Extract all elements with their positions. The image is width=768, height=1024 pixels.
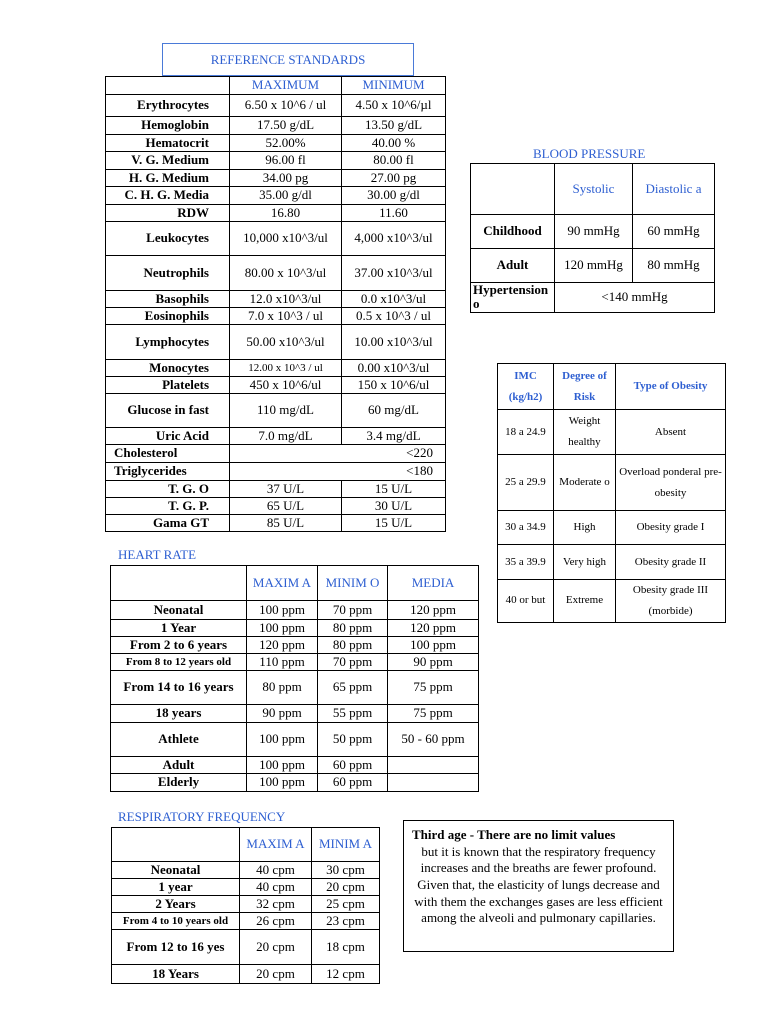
resp-row-label: From 12 to 16 yes xyxy=(112,930,240,965)
table-row xyxy=(111,705,479,723)
third-age-note xyxy=(403,820,674,952)
bp-diastolic: 60 mmHg xyxy=(633,215,715,249)
hr-row-label: 18 years xyxy=(111,705,247,723)
hr-max-value: 80 ppm xyxy=(247,671,318,705)
imc-type: Obesity grade III (morbide) xyxy=(616,580,726,623)
table-row xyxy=(111,671,479,705)
hr-media-value: 75 ppm xyxy=(388,705,479,723)
imc-risk: Extreme xyxy=(554,580,616,623)
table-row xyxy=(106,445,446,463)
table-row xyxy=(106,95,446,117)
hr-row-label: From 14 to 16 years xyxy=(111,671,247,705)
table-row xyxy=(106,291,446,308)
hr-row-label: Elderly xyxy=(111,774,247,792)
hr-media-value: 100 ppm xyxy=(388,637,479,654)
ref-max-value: 35.00 g/dl xyxy=(230,187,342,205)
table-row xyxy=(106,325,446,360)
reference-standards-table xyxy=(105,76,446,532)
imc-risk: Moderate o xyxy=(554,455,616,511)
resp-min-value: 25 cpm xyxy=(312,896,380,913)
ref-row-label: C. H. G. Media xyxy=(106,187,230,205)
ref-max-value: 80.00 x 10^3/ul xyxy=(230,256,342,291)
ref-row-label: T. G. P. xyxy=(106,498,230,515)
hr-max-value: 110 ppm xyxy=(247,654,318,671)
ref-min-value: 13.50 g/dL xyxy=(342,117,446,135)
table-row xyxy=(106,308,446,325)
ref-row-label: Lymphocytes xyxy=(106,325,230,360)
table-row xyxy=(112,913,380,930)
ref-min-value: 15 U/L xyxy=(342,515,446,532)
table-row xyxy=(106,117,446,135)
table-row xyxy=(112,965,380,984)
ref-max-value: 85 U/L xyxy=(230,515,342,532)
table-row xyxy=(471,249,715,283)
bp-hypertension-label: Hypertension o xyxy=(471,283,555,313)
hr-media-value: 50 - 60 ppm xyxy=(388,723,479,757)
ref-max-value: 65 U/L xyxy=(230,498,342,515)
hr-media-value: 90 ppm xyxy=(388,654,479,671)
resp-min-value: 12 cpm xyxy=(312,965,380,984)
resp-max-value: 26 cpm xyxy=(240,913,312,930)
hr-min-value: 50 ppm xyxy=(318,723,388,757)
ref-min-value: 11.60 xyxy=(342,205,446,222)
ref-min-value: 30.00 g/dl xyxy=(342,187,446,205)
ref-max-value: 6.50 x 10^6 / ul xyxy=(230,95,342,117)
ref-max-value: 96.00 fl xyxy=(230,152,342,170)
imc-header-type: Type of Obesity xyxy=(616,364,726,410)
imc-header-risk: Degree of Risk xyxy=(554,364,616,410)
table-row xyxy=(111,774,479,792)
hr-header-min: MINIM O xyxy=(318,566,388,601)
ref-min-value: 0.5 x 10^3 / ul xyxy=(342,308,446,325)
hr-min-value: 70 ppm xyxy=(318,654,388,671)
ref-max-value: 10,000 x10^3/ul xyxy=(230,222,342,256)
resp-min-value: 30 cpm xyxy=(312,862,380,879)
ref-min-value: 4.50 x 10^6/µl xyxy=(342,95,446,117)
ref-row-label: Leukocytes xyxy=(106,222,230,256)
ref-row-label: Neutrophils xyxy=(106,256,230,291)
ref-min-value: 37.00 x10^3/ul xyxy=(342,256,446,291)
ref-max-value: 12.00 x 10^3 / ul xyxy=(230,360,342,377)
table-row xyxy=(106,394,446,428)
imc-risk: Weight healthy xyxy=(554,410,616,455)
bp-header-blank xyxy=(471,164,555,215)
hr-min-value: 80 ppm xyxy=(318,637,388,654)
hr-min-value: 55 ppm xyxy=(318,705,388,723)
table-row xyxy=(106,170,446,187)
ref-row-label: Uric Acid xyxy=(106,428,230,445)
ref-row-label: Platelets xyxy=(106,377,230,394)
hr-min-value: 60 ppm xyxy=(318,774,388,792)
ref-row-label: Basophils xyxy=(106,291,230,308)
bp-row-label: Adult xyxy=(471,249,555,283)
ref-cholesterol-value: <220 xyxy=(230,445,446,463)
hr-min-value: 80 ppm xyxy=(318,620,388,637)
hr-max-value: 100 ppm xyxy=(247,601,318,620)
heart-rate-table xyxy=(110,565,479,792)
imc-header-imc: IMC (kg/h2) xyxy=(498,364,554,410)
ref-row-label: Hemoglobin xyxy=(106,117,230,135)
heart-rate-title: HEART RATE xyxy=(118,547,197,562)
table-row xyxy=(471,215,715,249)
bp-row-label: Childhood xyxy=(471,215,555,249)
hr-max-value: 100 ppm xyxy=(247,620,318,637)
resp-max-value: 40 cpm xyxy=(240,879,312,896)
table-row xyxy=(111,723,479,757)
hr-min-value: 65 ppm xyxy=(318,671,388,705)
resp-row-label: 2 Years xyxy=(112,896,240,913)
hr-row-label: 1 Year xyxy=(111,620,247,637)
imc-range: 30 a 34.9 xyxy=(498,511,554,545)
ref-row-label: Gama GT xyxy=(106,515,230,532)
blood-pressure-table xyxy=(470,163,715,313)
resp-row-label: 1 year xyxy=(112,879,240,896)
ref-header-min: MINIMUM xyxy=(342,77,446,95)
hr-media-value: 75 ppm xyxy=(388,671,479,705)
ref-min-value: 0.00 x10^3/ul xyxy=(342,360,446,377)
ref-row-label: RDW xyxy=(106,205,230,222)
ref-min-value: 150 x 10^6/ul xyxy=(342,377,446,394)
resp-header-min: MINIM A xyxy=(312,828,380,862)
ref-row-label: T. G. O xyxy=(106,481,230,498)
resp-header-blank xyxy=(112,828,240,862)
resp-max-value: 32 cpm xyxy=(240,896,312,913)
table-row xyxy=(112,879,380,896)
ref-header-max: MAXIMUM xyxy=(230,77,342,95)
ref-max-value: 450 x 10^6/ul xyxy=(230,377,342,394)
table-row xyxy=(106,515,446,532)
resp-min-value: 18 cpm xyxy=(312,930,380,965)
ref-max-value: 7.0 x 10^3 / ul xyxy=(230,308,342,325)
bp-systolic: 120 mmHg xyxy=(555,249,633,283)
ref-min-value: 60 mg/dL xyxy=(342,394,446,428)
table-row xyxy=(498,545,726,580)
table-row xyxy=(106,222,446,256)
hr-max-value: 90 ppm xyxy=(247,705,318,723)
hr-media-value: 120 ppm xyxy=(388,620,479,637)
imc-type: Obesity grade II xyxy=(616,545,726,580)
ref-max-value: 7.0 mg/dL xyxy=(230,428,342,445)
resp-row-label: Neonatal xyxy=(112,862,240,879)
table-row xyxy=(106,481,446,498)
hr-header-max: MAXIM A xyxy=(247,566,318,601)
hr-row-label: Adult xyxy=(111,757,247,774)
hr-media-value: 120 ppm xyxy=(388,601,479,620)
imc-table xyxy=(497,363,726,623)
ref-max-value: 17.50 g/dL xyxy=(230,117,342,135)
hr-header-blank xyxy=(111,566,247,601)
ref-row-label: H. G. Medium xyxy=(106,170,230,187)
table-row xyxy=(498,580,726,623)
ref-row-label: Glucose in fast xyxy=(106,394,230,428)
table-row xyxy=(106,498,446,515)
imc-type: Overload ponderal pre-obesity xyxy=(616,455,726,511)
ref-min-value: 80.00 fl xyxy=(342,152,446,170)
ref-row-label: Monocytes xyxy=(106,360,230,377)
table-row xyxy=(106,428,446,445)
hr-row-label: Athlete xyxy=(111,723,247,757)
hr-max-value: 120 ppm xyxy=(247,637,318,654)
respiratory-frequency-table xyxy=(111,827,380,984)
ref-row-label: Erythrocytes xyxy=(106,95,230,117)
reference-standards-title: REFERENCE STANDARDS xyxy=(162,43,414,76)
hr-media-value xyxy=(388,774,479,792)
table-row xyxy=(111,654,479,671)
table-row xyxy=(106,135,446,152)
imc-range: 35 a 39.9 xyxy=(498,545,554,580)
table-row xyxy=(498,511,726,545)
bp-hypertension-value: <140 mmHg xyxy=(555,283,715,313)
ref-cholesterol-label: Cholesterol xyxy=(106,445,230,463)
table-row xyxy=(106,152,446,170)
resp-max-value: 20 cpm xyxy=(240,930,312,965)
blood-pressure-title: BLOOD PRESSURE xyxy=(533,146,646,161)
table-row xyxy=(112,896,380,913)
resp-row-label: From 4 to 10 years old xyxy=(112,913,240,930)
bp-systolic: 90 mmHg xyxy=(555,215,633,249)
ref-min-value: 40.00 % xyxy=(342,135,446,152)
resp-header-max: MAXIM A xyxy=(240,828,312,862)
hr-min-value: 60 ppm xyxy=(318,757,388,774)
imc-range: 18 a 24.9 xyxy=(498,410,554,455)
ref-header-blank xyxy=(106,77,230,95)
table-row xyxy=(112,862,380,879)
imc-type: Absent xyxy=(616,410,726,455)
table-row xyxy=(106,187,446,205)
hr-row-label: From 2 to 6 years xyxy=(111,637,247,654)
ref-max-value: 12.0 x10^3/ul xyxy=(230,291,342,308)
ref-max-value: 50.00 x10^3/ul xyxy=(230,325,342,360)
hr-media-value xyxy=(388,757,479,774)
table-row xyxy=(498,410,726,455)
hr-max-value: 100 ppm xyxy=(247,757,318,774)
imc-risk: Very high xyxy=(554,545,616,580)
ref-min-value: 0.0 x10^3/ul xyxy=(342,291,446,308)
hr-max-value: 100 ppm xyxy=(247,774,318,792)
table-row xyxy=(106,205,446,222)
hr-min-value: 70 ppm xyxy=(318,601,388,620)
ref-triglycerides-label: Triglycerides xyxy=(106,463,230,481)
resp-min-value: 23 cpm xyxy=(312,913,380,930)
table-row xyxy=(111,620,479,637)
ref-max-value: 52.00% xyxy=(230,135,342,152)
respiratory-frequency-title: RESPIRATORY FREQUENCY xyxy=(118,809,286,824)
ref-min-value: 3.4 mg/dL xyxy=(342,428,446,445)
ref-max-value: 37 U/L xyxy=(230,481,342,498)
ref-min-value: 30 U/L xyxy=(342,498,446,515)
hr-row-label: Neonatal xyxy=(111,601,247,620)
table-row xyxy=(106,360,446,377)
note-heading: Third age - There are no limit values xyxy=(412,827,616,842)
table-row xyxy=(111,637,479,654)
ref-min-value: 15 U/L xyxy=(342,481,446,498)
ref-max-value: 34.00 pg xyxy=(230,170,342,187)
ref-min-value: 27.00 pg xyxy=(342,170,446,187)
bp-header-systolic: Systolic xyxy=(555,164,633,215)
table-row xyxy=(111,757,479,774)
table-row xyxy=(106,463,446,481)
ref-row-label: Eosinophils xyxy=(106,308,230,325)
ref-row-label: V. G. Medium xyxy=(106,152,230,170)
resp-row-label: 18 Years xyxy=(112,965,240,984)
ref-max-value: 110 mg/dL xyxy=(230,394,342,428)
ref-triglycerides-value: <180 xyxy=(230,463,446,481)
ref-min-value: 10.00 x10^3/ul xyxy=(342,325,446,360)
note-body: but it is known that the respiratory frequency increases and the breaths are fewer profound. Given that, the elasticity of lungs decrease and with them the exchanges gases are less efficient among the alveoli and pulmonary capillaries. xyxy=(414,843,663,926)
resp-min-value: 20 cpm xyxy=(312,879,380,896)
table-row xyxy=(106,377,446,394)
resp-max-value: 40 cpm xyxy=(240,862,312,879)
imc-range: 25 a 29.9 xyxy=(498,455,554,511)
imc-risk: High xyxy=(554,511,616,545)
table-row xyxy=(498,455,726,511)
hr-row-label: From 8 to 12 years old xyxy=(111,654,247,671)
ref-row-label: Hematocrit xyxy=(106,135,230,152)
imc-type: Obesity grade I xyxy=(616,511,726,545)
imc-range: 40 or but xyxy=(498,580,554,623)
table-row xyxy=(111,601,479,620)
bp-diastolic: 80 mmHg xyxy=(633,249,715,283)
hr-max-value: 100 ppm xyxy=(247,723,318,757)
bp-header-diastolic: Diastolic a xyxy=(633,164,715,215)
table-row xyxy=(106,256,446,291)
ref-min-value: 4,000 x10^3/ul xyxy=(342,222,446,256)
table-row xyxy=(112,930,380,965)
resp-max-value: 20 cpm xyxy=(240,965,312,984)
hr-header-media: MEDIA xyxy=(388,566,479,601)
ref-max-value: 16.80 xyxy=(230,205,342,222)
table-row xyxy=(471,283,715,313)
